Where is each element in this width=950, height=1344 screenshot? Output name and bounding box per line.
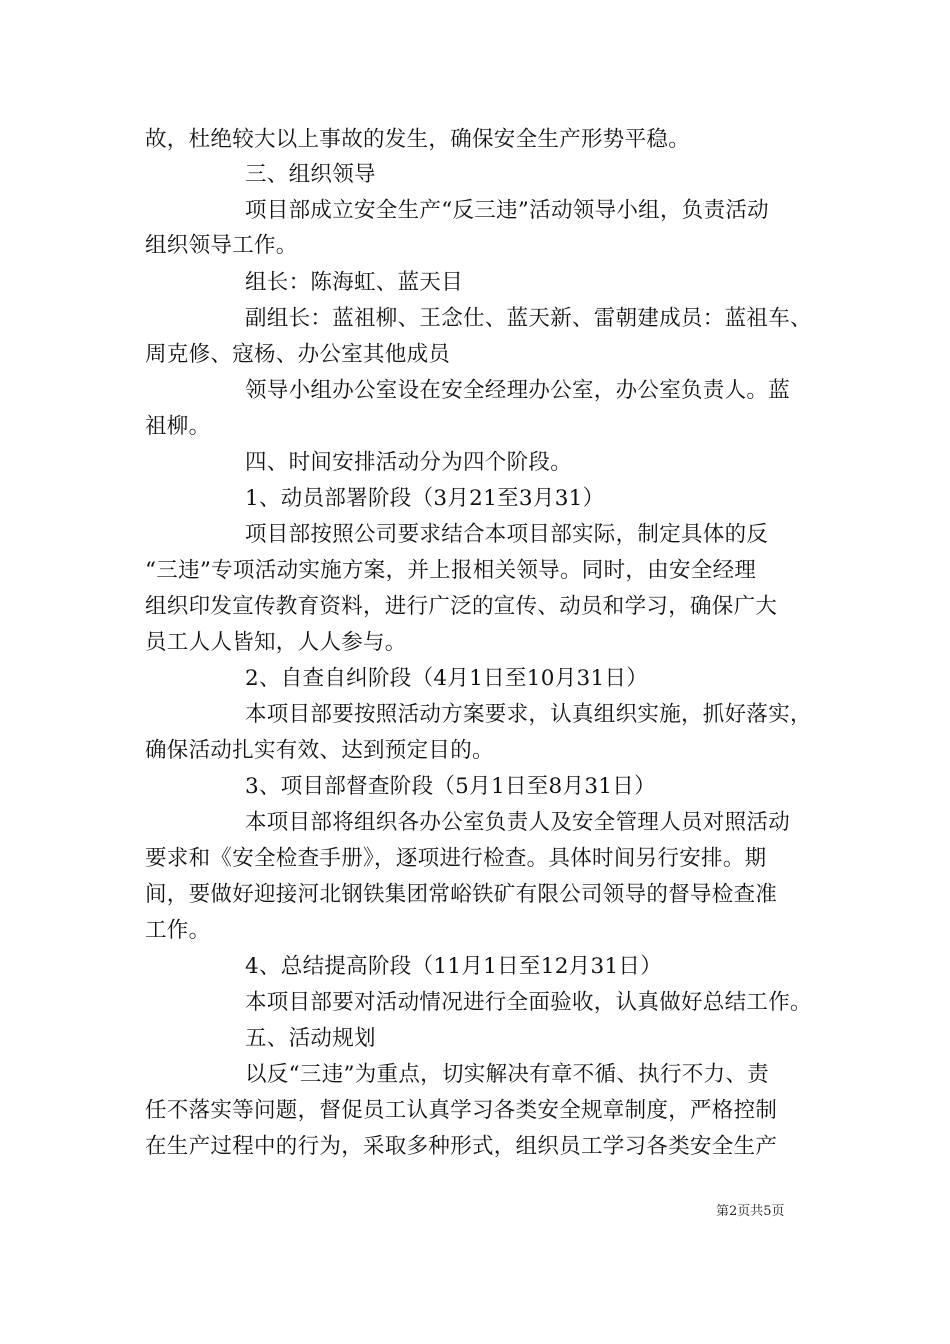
text-line: 员工人人皆知，人人参与。	[145, 630, 407, 655]
text-line: 工作。	[145, 918, 211, 943]
text-line: 本项目部要按照活动方案要求，认真组织实施，抓好落实，	[245, 702, 812, 727]
text-line: 组织印发宣传教育资料，进行广泛的宣传、动员和学习，确保广大	[145, 594, 778, 619]
subsection-heading: 3、项目部督查阶段（5月1日至8月31日）	[245, 774, 656, 799]
text-line: 本项目部将组织各办公室负责人及安全管理人员对照活动	[245, 810, 791, 835]
text-line: 确保活动扎实有效、达到预定目的。	[145, 738, 494, 763]
text-line: 项目部成立安全生产“反三违”活动领导小组，负责活动	[245, 198, 769, 223]
page-number: 第2页共5页	[716, 1204, 785, 1219]
text-line: “三违”专项活动实施方案，并上报相关领导。同时，由安全经理	[145, 558, 757, 583]
text-line: 祖柳。	[145, 414, 211, 439]
text-line: 副组长：蓝祖柳、王念仕、蓝天新、雷朝建成员：蓝祖车、	[245, 306, 812, 331]
text-line: 在生产过程中的行为，采取多种形式，组织员工学习各类安全生产	[145, 1134, 778, 1159]
subsection-heading: 1、动员部署阶段（3月21至3月31）	[245, 486, 605, 511]
subsection-heading: 2、自查自纠阶段（4月1日至10月31日）	[245, 666, 649, 691]
text-line: 项目部按照公司要求结合本项目部实际，制定具体的反	[245, 522, 769, 547]
text-line: 领导小组办公室设在安全经理办公室，办公室负责人。蓝	[245, 378, 791, 403]
text-line: 故，杜绝较大以上事故的发生，确保安全生产形势平稳。	[145, 127, 691, 152]
text-line: 任不落实等问题，督促员工认真学习各类安全规章制度，严格控制	[145, 1098, 778, 1123]
text-line: 以反“三违”为重点，切实解决有章不循、执行不力、责	[245, 1062, 769, 1087]
section-heading: 五、活动规划	[245, 1026, 376, 1051]
text-line: 组织领导工作。	[145, 233, 298, 258]
text-line: 要求和《安全检查手册》，逐项进行检查。具体时间另行安排。期	[145, 846, 767, 871]
text-line: 周克修、寇杨、办公室其他成员	[145, 342, 451, 367]
section-heading: 四、时间安排活动分为四个阶段。	[245, 450, 573, 475]
section-heading: 三、组织领导	[245, 162, 376, 187]
text-line: 间，要做好迎接河北钢铁集团常峪铁矿有限公司领导的督导检查准	[145, 882, 778, 907]
subsection-heading: 4、总结提高阶段（11月1日至12月31日）	[245, 954, 663, 979]
text-line: 组长：陈海虹、蓝天目	[245, 270, 464, 295]
text-line: 本项目部要对活动情况进行全面验收，认真做好总结工作。	[245, 990, 812, 1015]
